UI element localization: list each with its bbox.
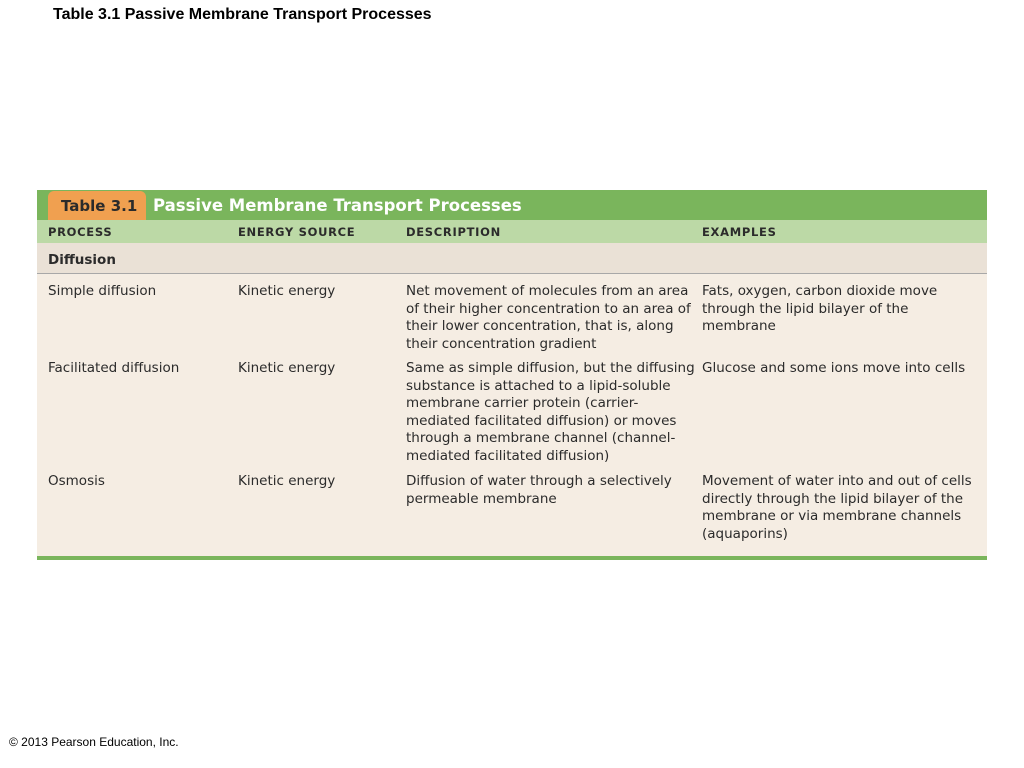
cell-energy-source: Kinetic energy	[238, 473, 336, 489]
table-number-tag: Table 3.1	[48, 191, 146, 220]
cell-process: Facilitated diffusion	[48, 360, 180, 376]
section-label-diffusion: Diffusion	[48, 252, 116, 268]
column-header-description: DESCRIPTION	[406, 225, 501, 239]
column-header-energy-source: ENERGY SOURCE	[238, 225, 356, 239]
cell-process: Osmosis	[48, 473, 105, 489]
cell-description: Diffusion of water through a selectively permeable membrane	[406, 473, 672, 507]
column-header-process: PROCESS	[48, 225, 113, 239]
copyright-notice: © 2013 Pearson Education, Inc.	[9, 735, 179, 749]
column-header-examples: EXAMPLES	[702, 225, 777, 239]
cell-description: Same as simple diffusion, but the diffusing substance is attached to a lipid-soluble membrane carrier protein (carrier-mediated facilitated diffusion) or moves through a membrane channel (channel-mediated facilitated diffusion)	[406, 360, 695, 464]
cell-description: Net movement of molecules from an area of their higher concentration to an area of their lower concentration, that is, along their concentration gradient	[406, 283, 691, 352]
cell-examples: Fats, oxygen, carbon dioxide move through the lipid bilayer of the membrane	[702, 283, 938, 335]
slide-title: Table 3.1 Passive Membrane Transport Processes	[53, 6, 432, 23]
table-figure	[37, 190, 987, 560]
table-banner	[37, 190, 987, 220]
table-title: Passive Membrane Transport Processes	[153, 196, 522, 215]
section-row	[37, 243, 987, 274]
table-header-row	[37, 220, 987, 243]
cell-examples: Glucose and some ions move into cells	[702, 360, 966, 376]
cell-process: Simple diffusion	[48, 283, 157, 299]
cell-energy-source: Kinetic energy	[238, 360, 336, 376]
table-bottom-rule	[37, 556, 987, 560]
cell-examples: Movement of water into and out of cells directly through the lipid bilayer of the membrane or via membrane channels (aquaporins)	[702, 473, 972, 542]
table-body	[37, 243, 987, 556]
cell-energy-source: Kinetic energy	[238, 283, 336, 299]
